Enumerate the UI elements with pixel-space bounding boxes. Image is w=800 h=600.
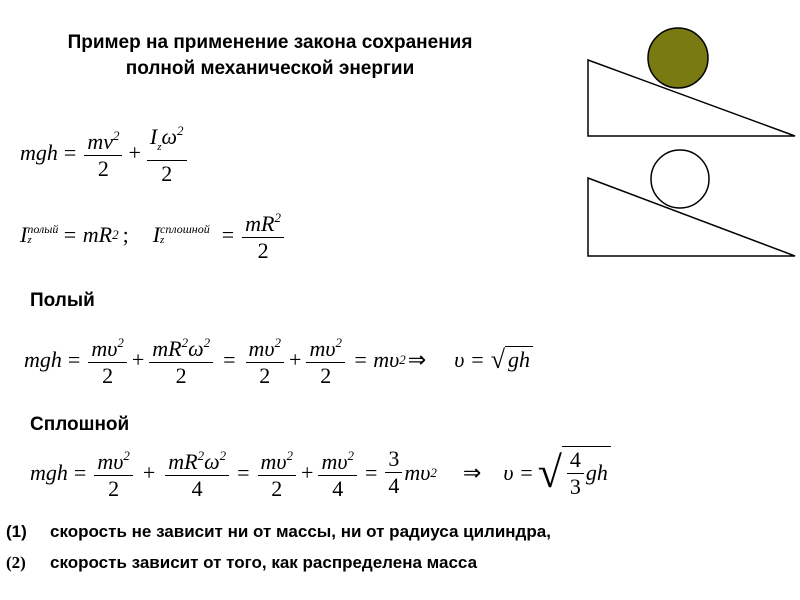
hollow-fraction-2: $\frac{mR^2\omega^2}{2}$: [149, 330, 213, 389]
implies-arrow-2: ⇒: [462, 459, 482, 485]
moment-solid: I: [152, 221, 161, 247]
fraction-rotational: $\frac{I_z\omega^2}{2}$: [147, 118, 187, 187]
hollow-cylinder: [651, 150, 709, 208]
eq-sign: =: [63, 139, 77, 165]
title-line-2: полной механической энергии: [125, 58, 415, 79]
solid-fraction-5: $\frac{3}{4}$: [385, 446, 402, 499]
hollow-fraction-3: $\frac{m\upsilon^2}{2}$: [246, 330, 285, 389]
conclusion-2-text: скорость зависит от того, как распределена масса: [50, 553, 478, 572]
moment-hollow-value: = mR: [62, 221, 113, 247]
hollow-result: υ =: [454, 346, 485, 372]
conclusion-1-marker: (1): [6, 522, 27, 541]
heading-solid: Сплошной: [30, 414, 130, 435]
solid-cylinder: [648, 28, 708, 88]
fraction-translational: $\frac{mv^2}{2}$: [84, 123, 122, 182]
hollow-fraction-4: $\frac{m\upsilon^2}{2}$: [306, 330, 345, 389]
implies-arrow: ⇒: [407, 346, 427, 372]
solid-fraction-3: $\frac{m\upsilon^2}{2}$: [258, 443, 297, 502]
solid-fraction-4: $\frac{m\upsilon^2}{4}$: [318, 443, 357, 502]
title-line-1: Пример на применение закона сохранения: [67, 32, 473, 53]
hollow-fraction-1: $\frac{m\upsilon^2}{2}$: [88, 330, 127, 389]
moment-hollow: I: [20, 221, 28, 247]
equation-hollow: mgh = $\frac{m\upsilon^2}{2}$ + $\frac{mR^2\omega^2}{2}$ = $\frac{m\upsilon^2}{2}$ + $\frac{m\upsilon^2}{2}$ = mυ 2 ⇒ υ = √ gh: [24, 330, 533, 389]
fraction-solid-moment: $\frac{mR^2}{2}$: [242, 205, 284, 264]
solid-fraction-2: $\frac{mR^2\omega^2}{4}$: [165, 443, 229, 502]
equation-general: [20, 118, 189, 187]
equation-solid: mgh = $\frac{m\upsilon^2}{2}$ + $\frac{mR^2\omega^2}{4}$ = $\frac{m\upsilon^2}{2}$ + $\frac{m\upsilon^2}{4}$ = $\frac{3}{4}$ mυ 2 ⇒ υ = √ $\frac{4}{3}$ gh: [30, 443, 611, 502]
plus-sign: +: [128, 139, 141, 165]
conclusion-1-text: скорость не зависит ни от массы, ни от радиуса цилиндра,: [50, 522, 551, 541]
slide-title: [0, 30, 540, 82]
conclusion-1: [6, 522, 551, 542]
equation-moments: I полый z = mR 2 ; I сплошной z = $\frac{mR^2}{2}$: [20, 205, 286, 264]
inclined-planes-illustration: [580, 22, 800, 262]
eq-lhs: mgh: [20, 139, 58, 165]
heading-hollow: Полый: [30, 290, 95, 311]
solid-fraction-1: $\frac{m\upsilon^2}{2}$: [94, 443, 133, 502]
solid-result: υ =: [503, 459, 534, 485]
conclusion-2: [6, 553, 477, 573]
conclusion-2-marker: (2): [6, 553, 26, 572]
